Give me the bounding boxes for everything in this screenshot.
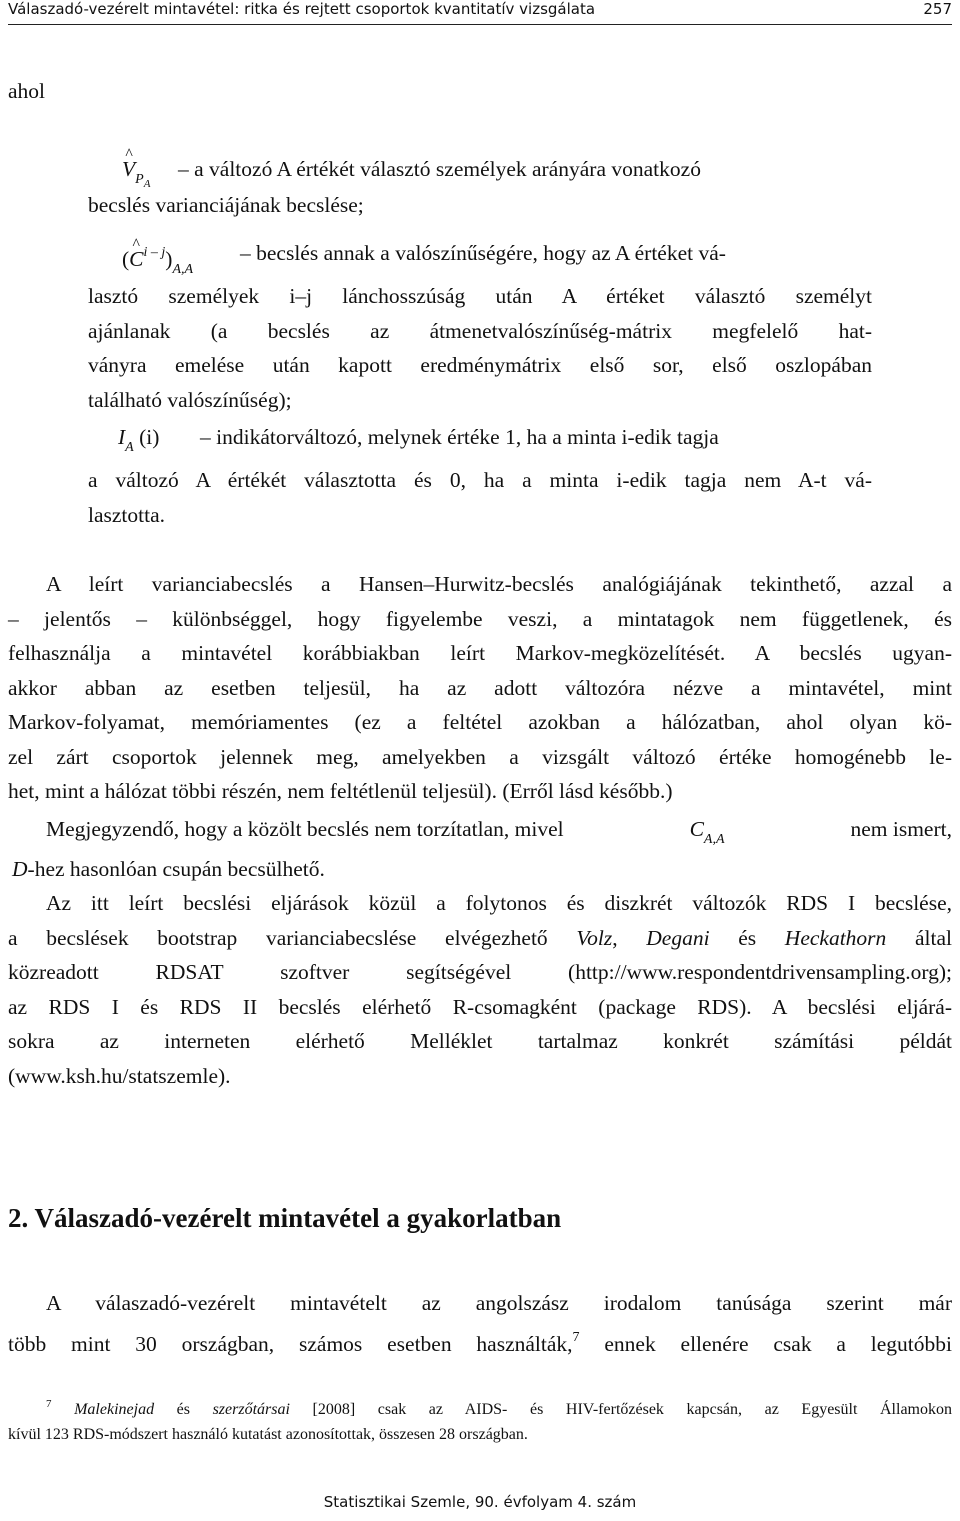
paragraph-line: az RDS I és RDS II becslés elérhető R-csomagként (package RDS). A becslési eljárá- [8, 994, 952, 1019]
paragraph-line: A válaszadó-vezérelt mintavételt az angolszász irodalom tanúsága szerint már [46, 1291, 952, 1315]
footnote [8, 1392, 952, 1447]
c-line: található valószínűség); [88, 387, 292, 412]
section-paragraph [8, 1286, 952, 1361]
footnote-reference[interactable]: 7 [572, 1329, 580, 1345]
paragraph-line: Az itt leírt becslési eljárások közül a folytonos és diszkrét változók RDS I becslése, [46, 891, 952, 915]
definition-i-symbol: $I_A$ (i) [118, 425, 160, 455]
paragraph-line: több mint 30 országban, számos esetben használták,$^7$ ennek ellenére csak a legutóbbi [8, 1329, 952, 1356]
page-number: 257 [923, 0, 952, 18]
c-line: lasztó személyek i–j lánchosszúság után A értéket választó személyt [88, 284, 872, 308]
paragraph2-start: Megjegyzendő, hogy a közölt becslés nem torzítatlan, mivel [46, 817, 564, 841]
section-heading: 2. Válaszadó-vezérelt mintavétel a gyakorlatban [8, 1203, 562, 1233]
definition-v-symbol: ^ $V_{PA}$ [122, 152, 150, 202]
journal-footer: Statisztikai Szemle, 90. évfolyam 4. szám [323, 1493, 637, 1511]
definition-c-body [88, 279, 872, 417]
body-paragraph-2-line1 [46, 812, 952, 858]
c-line: ajánlanak (a becslés az átmenetvalószínűség-mátrix megfelelő hat- [88, 318, 872, 343]
paragraph-line: A leírt varianciabecslés a Hansen–Hurwitz-becslés analógiájának tekinthető, azzal a [46, 572, 952, 596]
intro-ahol: ahol [8, 79, 46, 103]
body-paragraph-2-line2: D-hez hasonlóan csupán becsülhető. [12, 857, 325, 881]
definition-v-text: – a változó A értékét választó személyek arányára vonatkozó [178, 157, 701, 181]
paragraph-line: a becslések bootstrap varianciabecslése elvégezhető Volz, Degani és Heckathorn által [8, 925, 952, 950]
paragraph-line: közreadott RDSAT szoftver segítségével (http://www.respondentdrivensampling.org); [8, 960, 952, 984]
c-line: ványra emelése után kapott eredménymátrix első sor, első oszlopában [88, 353, 872, 377]
v-hat-symbol: ^ V [122, 152, 135, 187]
running-title: Válaszadó-vezérelt mintavétel: ritka és rejtett csoportok kvantitatív vizsgálata [8, 0, 596, 18]
paragraph-line: (www.ksh.hu/statszemle). [8, 1063, 231, 1088]
footnote-line2: kívül 123 RDS-módszert használó kutatást azonosítottak, összesen 28 országban. [8, 1426, 528, 1443]
i-line: lasztotta. [88, 502, 166, 527]
paragraph-line: – jelentős – különbséggel, hogy figyelembe veszi, a mintatagok nem függetlenek, és [8, 606, 952, 631]
paragraph-line: het, mint a hálózat többi részén, nem feltétlenül teljesül). (Erről lásd később.) [8, 779, 673, 803]
definition-c-text: – becslés annak a valószínűségére, hogy az A értéket vá- [240, 241, 726, 265]
running-header [8, 0, 952, 25]
paragraph-line: zel zárt csoportok jelennek meg, amelyekben a vizsgált változó értéke homogénebb le- [8, 744, 952, 769]
paragraph-line: felhasználja a mintavétel korábbiakban leírt Markov-megközelítését. A becslés ugyan- [8, 641, 952, 665]
body-paragraph-1 [8, 567, 952, 809]
definition-i-text: – indikátorváltozó, melynek értéke 1, ha a minta i-edik tagja [200, 425, 719, 449]
paragraph-line: sokra az interneten elérhető Melléklet tartalmaz konkrét számítási példát [8, 1029, 952, 1053]
definition-c-symbol: (^ $C^{i - j})_{A,A}$ [122, 236, 193, 288]
paragraph2-end: nem ismert, [850, 817, 952, 841]
definition-v-text-line2: becslés varianciájának becslése; [88, 193, 364, 217]
paragraph-line: akkor abban az esetben teljesül, ha az adott változóra nézve a mintavétel, mint [8, 675, 952, 700]
definition-i-body [88, 463, 872, 532]
footnote-line1: $^7$ Malekinejad és szerzőtársai [2008] csak az AIDS- és HIV-fertőzések kapcsán, az Egyesült Államokon [46, 1398, 952, 1418]
i-line: a változó A értékét választotta és 0, ha a minta i-edik tagja nem A-t vá- [88, 468, 872, 492]
body-paragraph-3 [8, 886, 952, 1093]
paragraph-line: Markov-folyamat, memóriamentes (ez a feltétel azokban a hálózatban, ahol olyan kö- [8, 710, 952, 734]
paragraph2-c-symbol: $C_{A,A}$ [689, 817, 725, 847]
